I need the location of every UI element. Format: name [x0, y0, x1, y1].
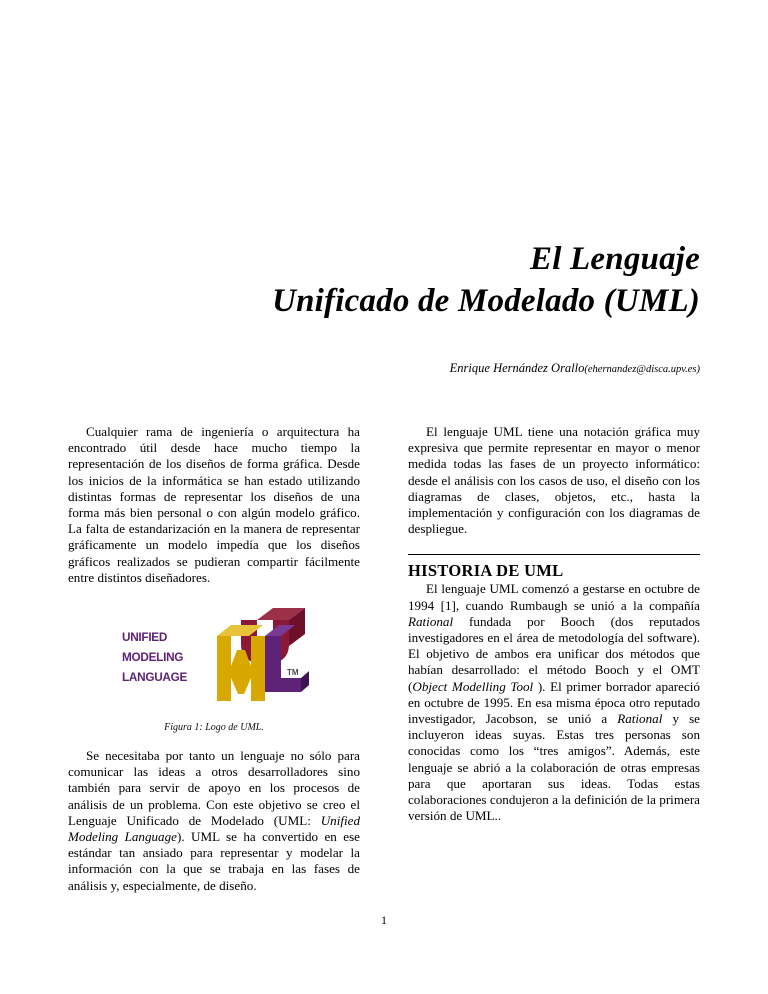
right-paragraph-2: [408, 581, 700, 824]
uml-logo: [119, 606, 309, 710]
right-paragraph-2-part2: fundada por Booch (dos reputados investigadores en el área de metodología del software). El objetivo de ambos era unificar dos métodos que habían desarrollado: el método Booch y el OMT (: [408, 613, 700, 694]
right-paragraph-2-emphasis-3: Rational: [617, 711, 663, 727]
left-paragraph-2: [68, 748, 360, 894]
left-column: [68, 424, 360, 894]
left-paragraph-2-part1: Se necesitaba por tanto un lenguaje no sólo para comunicar las ideas a otros desarrolladores sino también para servir de apoyo en los procesos de análisis de un problema. Con este objetivo se creo el Lenguaje Unificado de Modelado (UML:: [68, 748, 360, 828]
author-email[interactable]: (ehernandez@disca.upv.es): [584, 364, 700, 375]
uml-logo-wordmark: [122, 627, 213, 687]
section-heading-text: HISTORIA DE UML: [408, 561, 564, 581]
uml-logo-word-modeling: MODELING: [122, 650, 184, 665]
body-columns: [68, 424, 700, 894]
figure-caption: Figura 1: Logo de UML.: [164, 722, 264, 734]
right-paragraph-2-part3: ). El primer borrador apareció en octubre de 1995. En esa misma época otro reputado investigador, Jacobson, se unió a: [408, 678, 700, 727]
right-paragraph-2-part1: El lenguaje UML comenzó a gestarse en octubre de 1994 [1], cuando Rumbaugh se unió a la compañía: [408, 581, 700, 613]
uml-logo-word-unified: UNIFIED: [122, 630, 168, 645]
right-paragraph-2-part4: y se incluyeron ideas suyas. Estas tres personas son conocidas como los “tres amigos”. Además, este lenguaje se abrió a la colaboración de otras empresas para que aportaran sus ideas. Todas estas colaboraciones condujeron a la definición de la primera versión de UML..: [408, 711, 700, 824]
page-number: 1: [381, 913, 387, 927]
left-paragraph-1: Cualquier rama de ingeniería o arquitectura ha encontrado útil desde hace mucho tiempo la representación de los diseños de forma gráfica. Desde los inicios de la informática se han estado utilizando distintas formas de representar los diseños de una forma más bien personal o con algún modelo gráfico. La falta de estandarización en la manera de representar gráficamente un modelo impedía que los diseños gráficos realizados se pudieran compartir fácilmente entre distintos diseñadores.: [68, 424, 360, 585]
right-paragraph-2-emphasis-1: Rational: [408, 613, 454, 629]
uml-trademark-symbol: TM: [287, 668, 299, 678]
right-paragraph-1: El lenguaje UML tiene una notación gráfica muy expresiva que permite representar en mayor o menor medida todas las fases de un proyecto informático: desde el análisis con los casos de uso, el diseño con los diagramas de clases, objetos, etc., hasta la implementación y configuración con los diagramas de despliegue.: [408, 424, 700, 537]
uml-logo-3d-letters: [211, 606, 309, 710]
right-column: [408, 424, 700, 824]
right-paragraph-2-emphasis-2: Object Modelling Tool: [412, 678, 534, 694]
document-title: [68, 238, 700, 322]
title-line-1: El Lenguaje: [530, 241, 700, 277]
author-name: Enrique Hernández Orallo: [449, 361, 585, 375]
left-paragraph-2-emphasis-1: Unified Modeling Language: [68, 812, 360, 845]
left-paragraph-2-part2: ). UML se ha convertido en ese estándar tan ansiado para representar y modelar la información con la que se trabaja en las fases de análisis y, especialmente, de diseño.: [68, 829, 360, 893]
uml-logo-word-language: LANGUAGE: [122, 670, 188, 685]
figure-uml-logo: [68, 606, 360, 734]
title-line-2: Unificado de Modelado (UML): [272, 283, 700, 319]
section-heading-historia: [408, 554, 700, 581]
author-byline: [68, 360, 700, 378]
uml-letter-l-side-face: [301, 666, 309, 692]
uml-letter-m: [217, 636, 265, 701]
